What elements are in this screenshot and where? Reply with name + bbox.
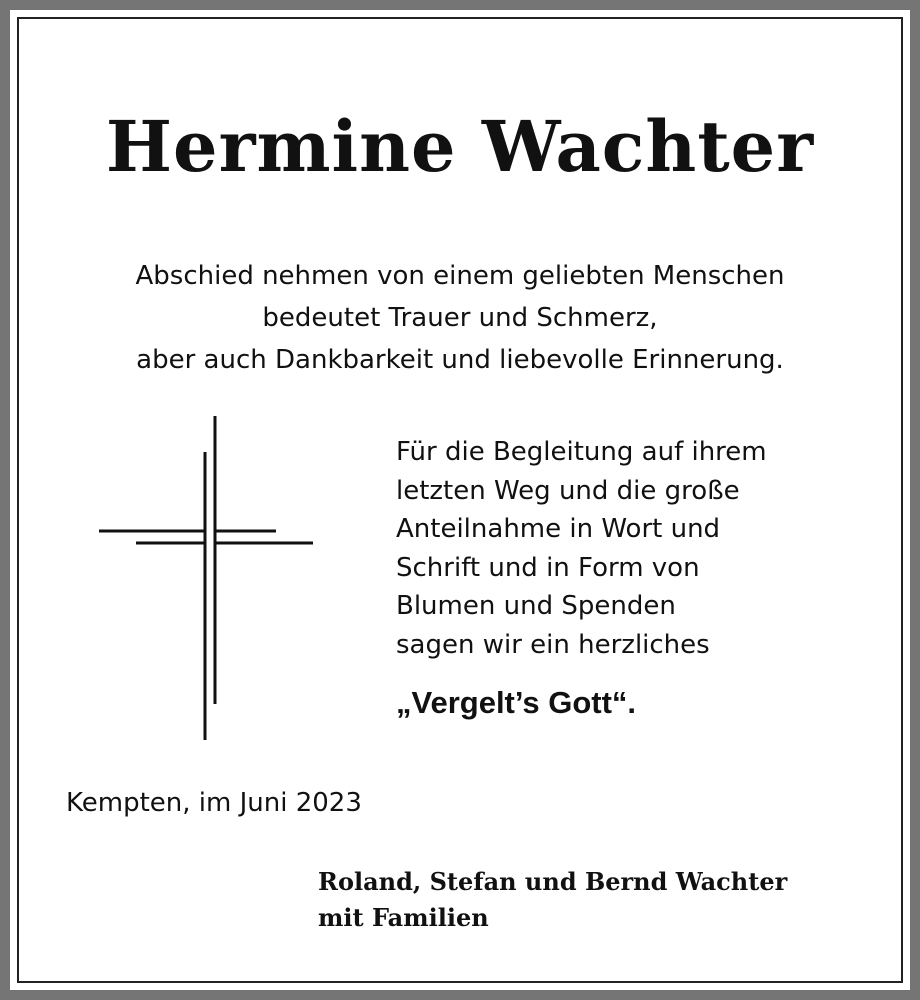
signer-line: mit Familien [318, 903, 489, 932]
deceased-name: Hermine Wachter [105, 105, 815, 188]
verse-line: Abschied nehmen von einem geliebten Menschen [135, 261, 785, 291]
thanks-line: Für die Begleitung auf ihrem [396, 437, 767, 467]
verse-line: bedeutet Trauer und Schmerz, [262, 303, 658, 333]
thanks-line: letzten Weg und die große [396, 475, 740, 506]
thanks-line: Anteilnahme in Wort und [396, 514, 721, 545]
thanks-text [396, 433, 767, 665]
thanks-line: Blumen und Spenden [396, 591, 676, 622]
signers [318, 864, 787, 936]
signer-line: Roland, Stefan und Bernd Wachter [318, 867, 788, 896]
cross-icon [95, 410, 325, 750]
farewell-verse [0, 255, 920, 381]
thanks-line: Schrift und in Form von [396, 552, 700, 583]
blessing-phrase: „Vergelt’s Gott“. [396, 685, 637, 720]
place-date: Kempten, im Juni 2023 [66, 788, 362, 818]
thanks-line: sagen wir ein herzliches [396, 629, 710, 660]
verse-line: aber auch Dankbarkeit und liebevolle Erinnerung. [136, 345, 784, 375]
